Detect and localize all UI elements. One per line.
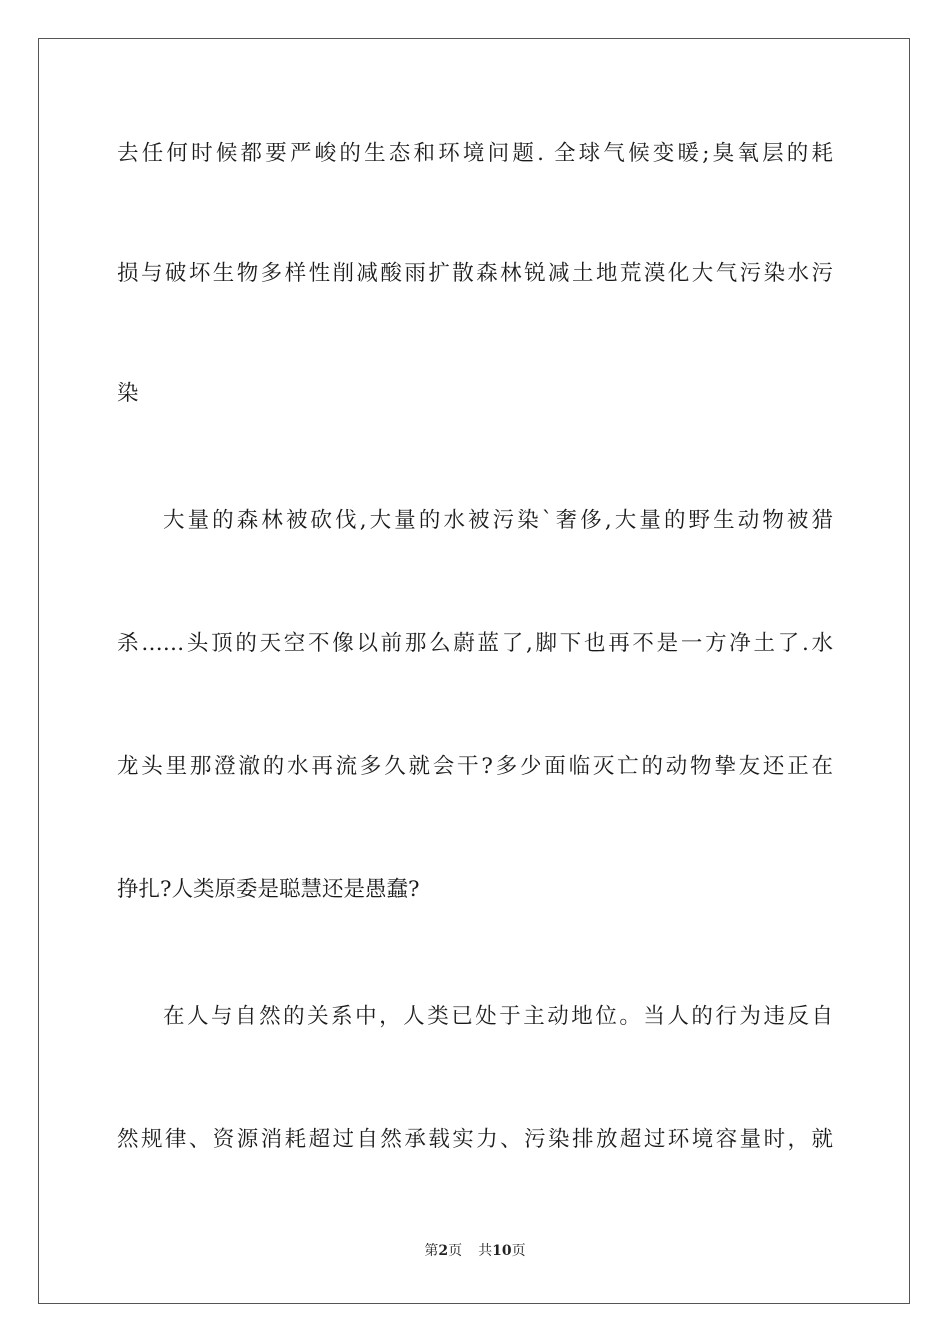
page-border (38, 38, 910, 1304)
footer-total-number: 10 (492, 1243, 512, 1259)
text-line: 染 (117, 381, 139, 406)
footer-page-number: 2 (438, 1243, 449, 1259)
text-line: 杀……头顶的天空不像以前那么蔚蓝了,脚下也再不是一方净土了.水 (117, 631, 833, 656)
footer-total-suffix: 页 (511, 1243, 526, 1259)
text-line: 去任何时候都要严峻的生态和环境问题. 全球气候变暖;臭氧层的耗 (117, 141, 833, 166)
footer-page-prefix: 第 (424, 1243, 439, 1259)
text-line: 在人与自然的关系中，人类已处于主动地位。当人的行为违反自 (163, 1004, 833, 1029)
text-line: 损与破坏生物多样性削减酸雨扩散森林锐减土地荒漠化大气污染水污 (117, 261, 833, 286)
text-line: 挣扎?人类原委是聪慧还是愚蠢? (117, 877, 420, 902)
footer-page-suffix: 页 (448, 1243, 463, 1259)
footer-total-prefix: 共 (478, 1243, 493, 1259)
text-line: 龙头里那澄澈的水再流多久就会干?多少面临灭亡的动物挚友还正在 (117, 754, 833, 779)
page-footer (0, 1241, 950, 1261)
text-line: 然规律、资源消耗超过自然承载实力、污染排放超过环境容量时，就 (117, 1127, 833, 1152)
text-line: 大量的森林被砍伐,大量的水被污染`奢侈,大量的野生动物被猎 (163, 508, 833, 533)
